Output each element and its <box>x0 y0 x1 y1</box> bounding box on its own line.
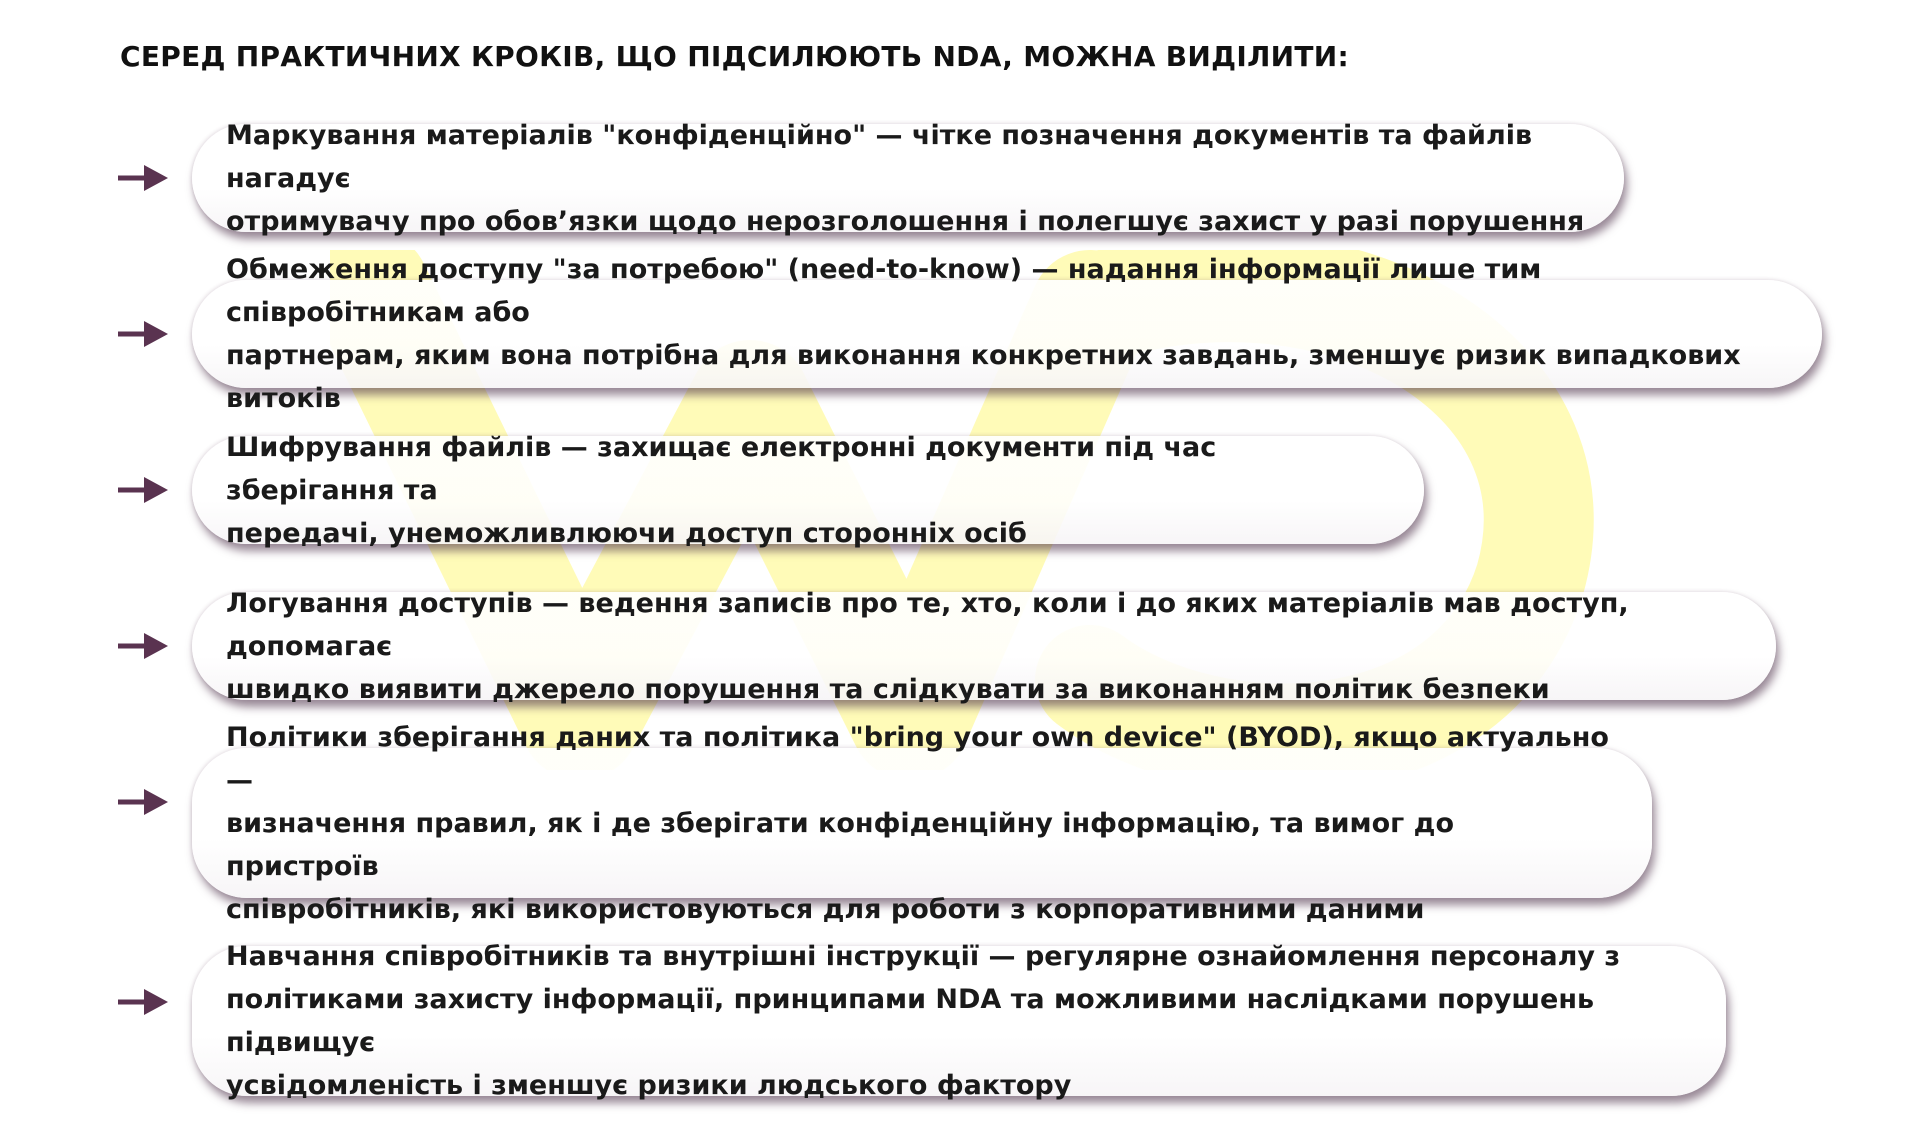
list-item-text: Обмеження доступу "за потребою" (need-to-know) — надання інформації лише тим співробітникам або партнерам, яким вона потрібна для виконання конкретних завдань, зменшує ризик випадкових витоків <box>226 254 1741 414</box>
list-item-text: Шифрування файлів — захищає електронні документи під час зберігання та передачі, унеможливлюючи доступ сторонніх осіб <box>226 431 1217 549</box>
list-item-card <box>192 721 1652 925</box>
arrow-right-icon <box>118 788 168 816</box>
arrow-right-icon <box>118 476 168 504</box>
arrow-right-icon <box>118 320 168 348</box>
list-item-card <box>192 941 1726 1101</box>
page-heading: СЕРЕД ПРАКТИЧНИХ КРОКІВ, ЩО ПІДСИЛЮЮТЬ NDA, МОЖНА ВИДІЛИТИ: <box>120 40 1350 73</box>
list-item-text: Логування доступів — ведення записів про те, хто, коли і до яких матеріалів мав доступ, допомагає швидко виявити джерело порушення та слідкувати за виконанням політик безпеки <box>226 587 1629 705</box>
list-item-text: Маркування матеріалів "конфіденційно" — чітке позначення документів та файлів нагадує отримувачу про обов’язки щодо нерозголошення і полегшує захист у разі порушення <box>226 119 1585 237</box>
list-item-card <box>192 254 1822 414</box>
list-item-card <box>192 587 1776 705</box>
list-item-text: Навчання співробітників та внутрішні інструкції — регулярне ознайомлення персоналу з політиками захисту інформації, принципами NDA та можливими наслідками порушень підвищує усвідомленість і зменшує ризики людського фактору <box>226 941 1621 1101</box>
arrow-right-icon <box>118 988 168 1016</box>
list-item-card <box>192 431 1424 549</box>
arrow-right-icon <box>118 632 168 660</box>
arrow-right-icon <box>118 164 168 192</box>
list-item-text: Політики зберігання даних та політика "bring your own device" (BYOD), якщо актуально — визначення правил, як і де зберігати конфіденційну інформацію, та вимог до пристроїв співробітників, які використовуються для роботи з корпоративними даними <box>226 721 1609 925</box>
list-item-card <box>192 119 1624 237</box>
